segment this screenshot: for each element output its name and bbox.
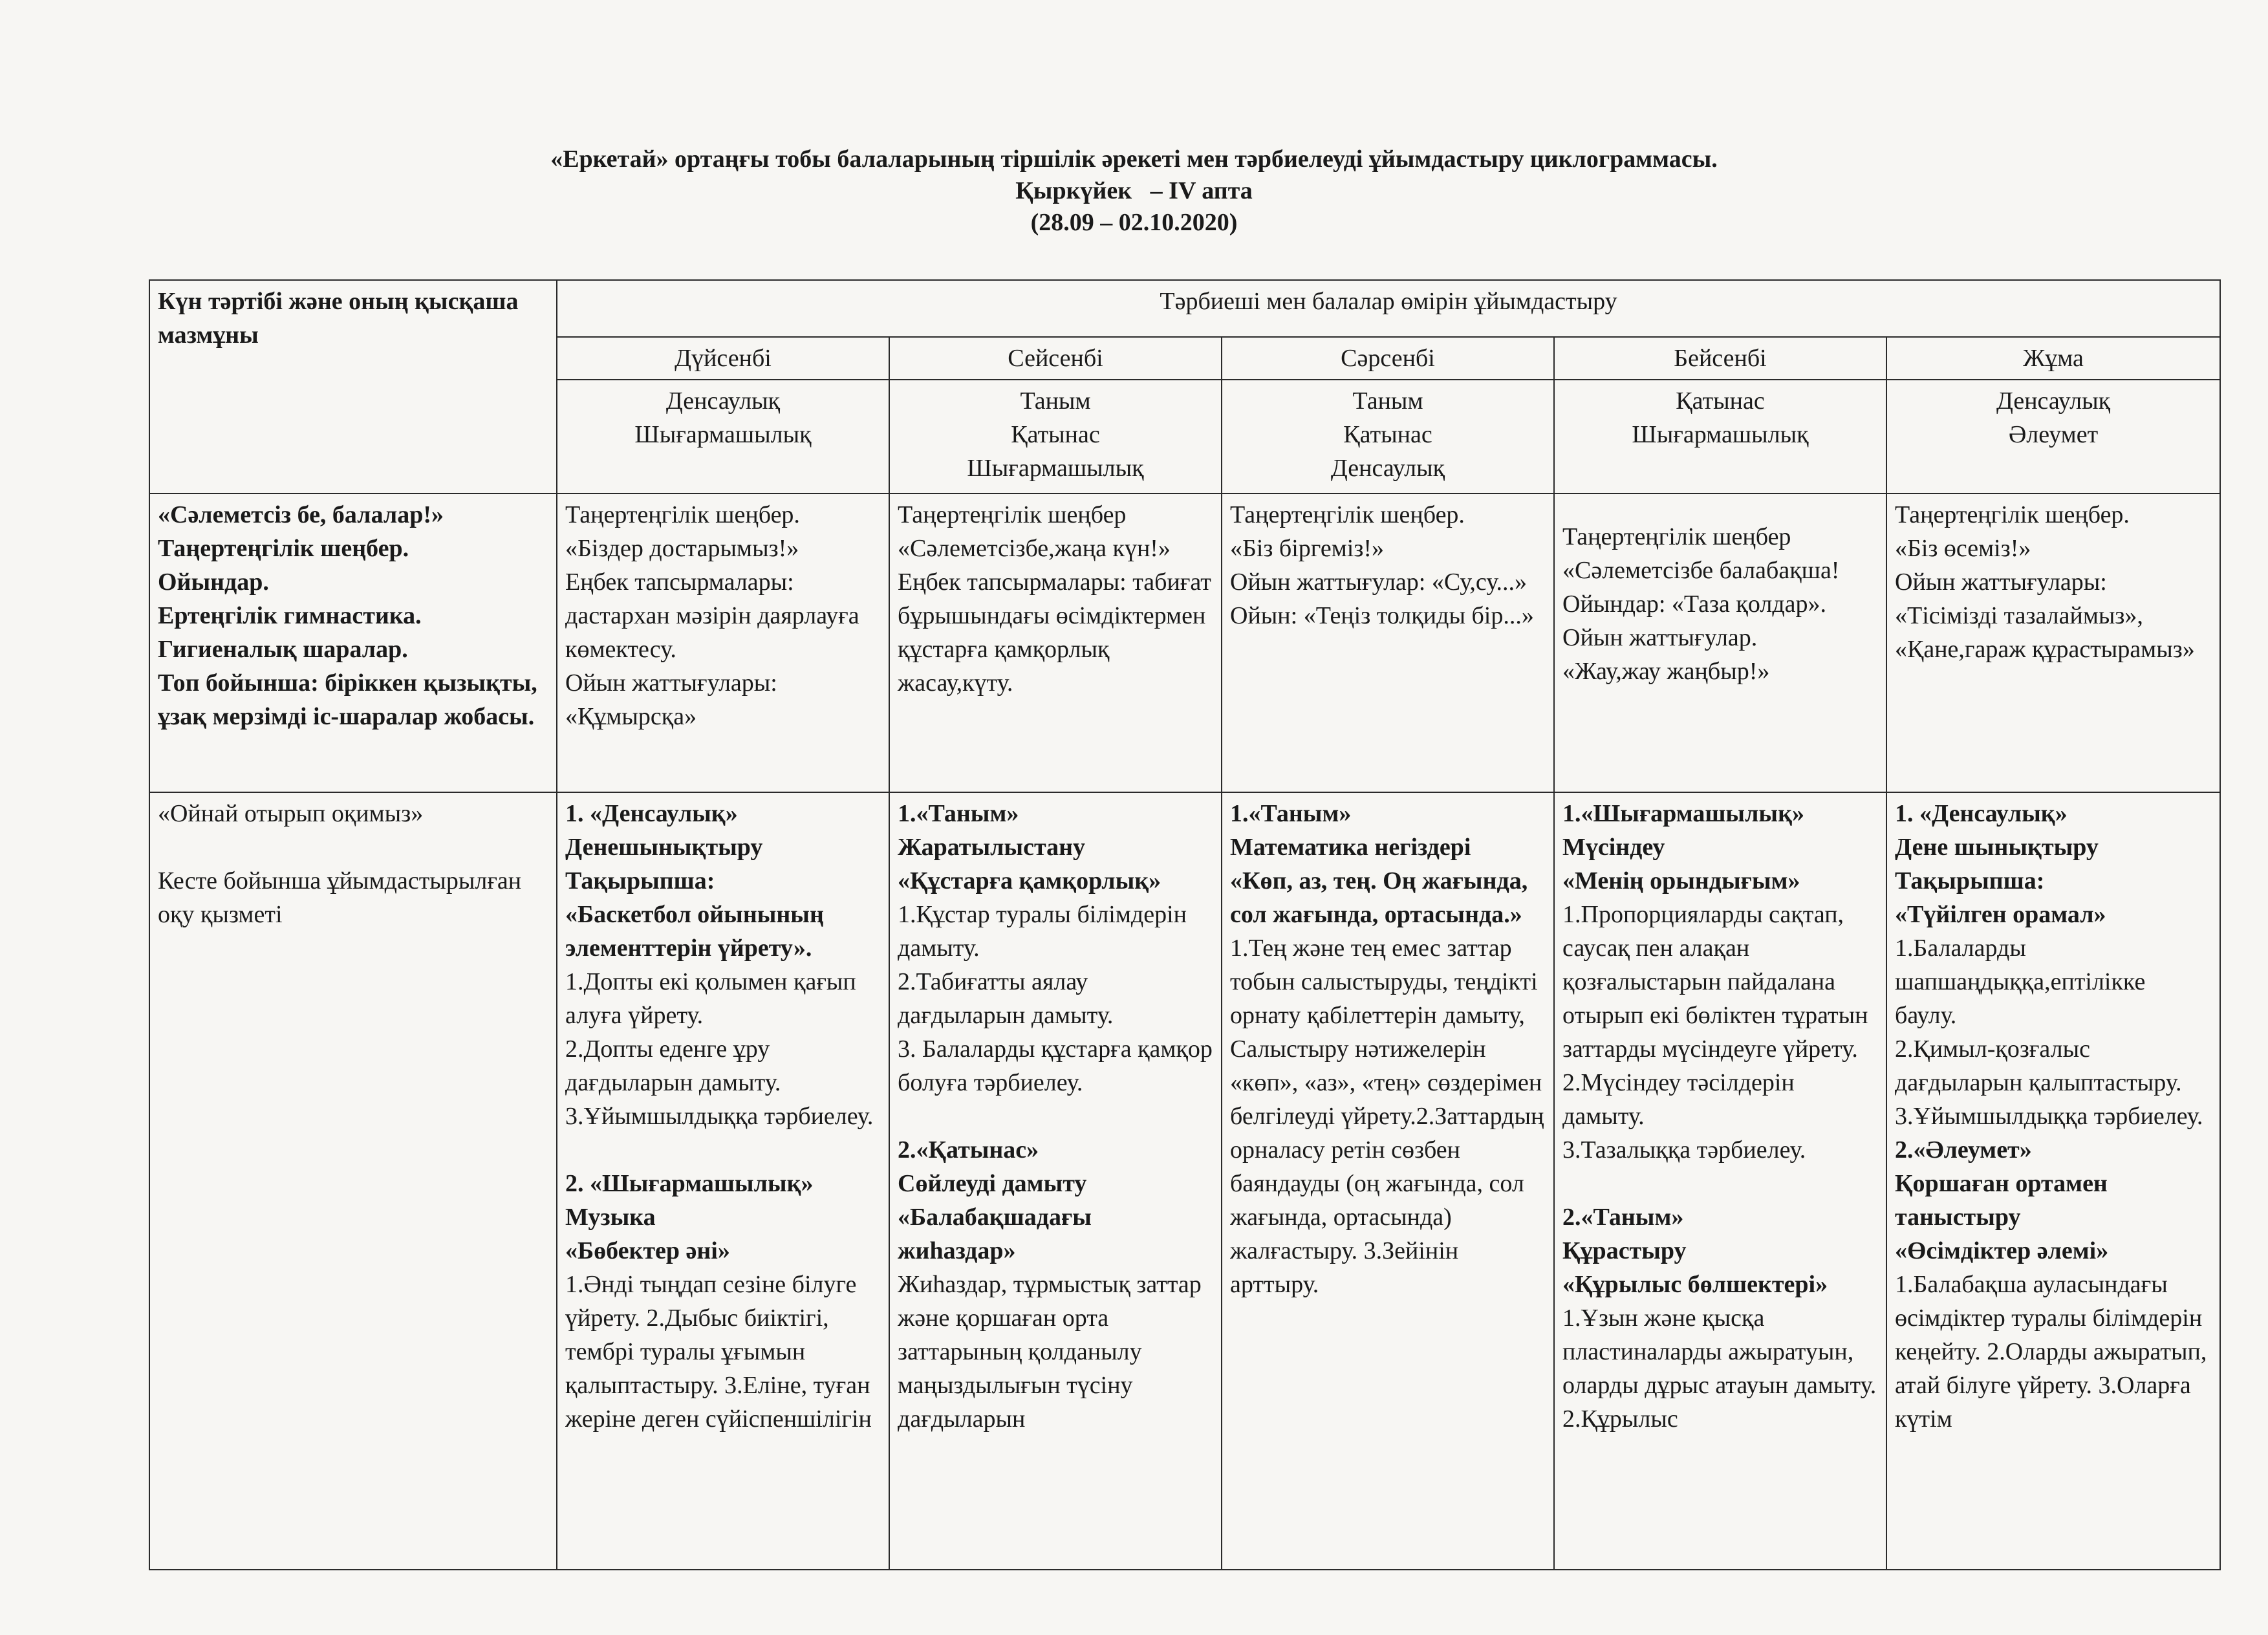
document-title: «Еркетай» ортаңғы тобы балаларының тіршілік әрекеті мен тәрбиелеуді ұйымдастыру циклограммасы. bbox=[550, 146, 1718, 173]
study-cell-content bbox=[898, 797, 1213, 1565]
subject-heading: Қоршаған ортамен таныстыру bbox=[1895, 1170, 2108, 1231]
areas-cell bbox=[1554, 380, 1886, 493]
objective-text: 2.Қимыл-қозғалыс дағдыларын қалыптастыру. bbox=[1895, 1035, 2182, 1096]
study-cell bbox=[889, 792, 1222, 1570]
cell-line: «Біздер достарымыз!» bbox=[565, 535, 799, 562]
study-row bbox=[149, 792, 2220, 1570]
areas-cell bbox=[1222, 380, 1554, 493]
subject-heading: 2.«Таным» bbox=[1562, 1204, 1684, 1231]
objective-text bbox=[1562, 1167, 1878, 1200]
cell-line: Таңертеңгілік шеңбер «Сәлеметсізбе балабақша! bbox=[1562, 523, 1840, 584]
cell-line: Еңбек тапсырмалары: табиғат бұрышындағы өсімдіктермен құстарға қамқорлық жасау,күту. bbox=[898, 568, 1211, 697]
label-title: «Ойнай отырып оқимыз» bbox=[158, 800, 424, 827]
subject-heading: 1. «Денсаулық» bbox=[1895, 800, 2068, 827]
subject-heading: 1.«Таным» bbox=[898, 800, 1019, 827]
label-line: Ертеңгілік гимнастика. bbox=[158, 602, 422, 629]
subject-heading: Тақырыпша: bbox=[1895, 867, 2045, 894]
document-header bbox=[0, 144, 2268, 239]
subject-heading: 1.«Таным» bbox=[1230, 800, 1352, 827]
objective-text: 3.Тазалыққа тәрбиелеу. bbox=[1562, 1136, 1806, 1164]
area-label: Таным bbox=[1352, 387, 1423, 415]
subject-heading: Жаратылыстану bbox=[898, 834, 1085, 861]
objective-text: 2.Допты еденге ұру дағдыларын дамыту. bbox=[565, 1035, 781, 1096]
study-cell-content bbox=[565, 797, 881, 1565]
subject-heading: «Баскетбол ойынының элементтерін үйрету». bbox=[565, 901, 824, 962]
cell-line: Ойын жаттығулары: «Тісімізді тазалаймыз», «Қане,гараж құрастырамыз» bbox=[1895, 568, 2195, 663]
day-header: Бейсенбі bbox=[1554, 337, 1886, 380]
label-line: Топ бойынша: біріккен қызықты, ұзақ мерзімді іс-шаралар жобасы. bbox=[158, 669, 537, 730]
area-label: Шығармашылық bbox=[967, 455, 1144, 482]
subject-heading: Тақырыпша: bbox=[565, 867, 715, 894]
date-range: (28.09 – 02.10.2020) bbox=[1030, 209, 1238, 236]
morning-cell bbox=[1886, 493, 2220, 792]
cell-line: «Біз біргеміз!» bbox=[1230, 535, 1385, 562]
subject-heading: «Құрылыс бөлшектері» bbox=[1562, 1271, 1828, 1298]
subject-heading: Музыка bbox=[565, 1204, 656, 1231]
study-cell bbox=[1222, 792, 1554, 1570]
subject-heading: «Өсімдіктер әлемі» bbox=[1895, 1237, 2109, 1264]
subject-heading: Мүсіндеу bbox=[1562, 834, 1665, 861]
area-label: Қатынас bbox=[1676, 387, 1765, 415]
objective-text bbox=[565, 1133, 881, 1167]
cell-line: Еңбек тапсырмалары: дастархан мәзірін даярлауға көмектесу. bbox=[565, 568, 859, 663]
subject-heading: Денешынықтыру bbox=[565, 834, 763, 861]
label-subtitle: Кесте бойынша ұйымдастырылған оқу қызметі bbox=[158, 867, 522, 928]
subject-heading: Математика негіздері bbox=[1230, 834, 1471, 861]
cell-line: Таңертеңгілік шеңбер «Сәлеметсізбе,жаңа күн!» bbox=[898, 501, 1171, 562]
day-header: Дүйсенбі bbox=[557, 337, 889, 380]
study-cell bbox=[1886, 792, 2220, 1570]
study-cell-content bbox=[1562, 797, 1878, 1565]
cell-line: «Біз өсеміз!» bbox=[1895, 535, 2031, 562]
corner-label: Күн тәртібі және оның қысқаша мазмұны bbox=[149, 280, 557, 493]
study-cell-content bbox=[1230, 797, 1546, 1565]
area-label: Шығармашылық bbox=[634, 421, 812, 448]
subject-heading: Сөйлеуді дамыту bbox=[898, 1170, 1087, 1197]
morning-cell bbox=[1222, 493, 1554, 792]
area-label: Қатынас bbox=[1011, 421, 1100, 448]
objective-text bbox=[898, 1099, 1213, 1133]
objective-text: 3. Балаларды құстарға қамқор болуға тәрбиелеу. bbox=[898, 1035, 1213, 1096]
objective-text: 1.Ұзын және қысқа пластиналарды ажыратуын, оларды дұрыс атауын дамыту. 2.Құрылыс bbox=[1562, 1305, 1877, 1433]
subject-heading: 1. «Денсаулық» bbox=[565, 800, 738, 827]
cell-line: Ойындар: «Таза қолдар». Ойын жаттығулар. bbox=[1562, 590, 1827, 651]
day-header: Сәрсенбі bbox=[1222, 337, 1554, 380]
subject-heading: Дене шынықтыру bbox=[1895, 834, 2099, 861]
cell-line: Таңертеңгілік шеңбер. bbox=[1895, 501, 2130, 528]
cell-line: Таңертеңгілік шеңбер. bbox=[1230, 501, 1465, 528]
subject-heading: «Бөбектер әні» bbox=[565, 1237, 730, 1264]
area-label: Таным bbox=[1020, 387, 1091, 415]
spacer bbox=[158, 830, 548, 864]
study-cell bbox=[1554, 792, 1886, 1570]
cell-line: «Жау,жау жаңбыр!» bbox=[1562, 658, 1770, 685]
subject-heading: Құрастыру bbox=[1562, 1237, 1687, 1264]
group-header: Тәрбиеші мен балалар өмірін ұйымдастыру bbox=[557, 280, 2220, 337]
morning-cell bbox=[557, 493, 889, 792]
subject-heading: 1.«Шығармашылық» bbox=[1562, 800, 1804, 827]
objective-text: 1.Тең және тең емес заттар тобын салыстыруды, теңдікті орнату қабілеттерін дамыту, Салыстыру нәтижелерін «көп», «аз», «тең» сөздерімен белгілеуді үйрету.2.Заттардың орналасу ретін сөзбен баяндауды (оң жағында, сол жағында, ортасында) жалғастыру. 3.Зейінін арттыру. bbox=[1230, 935, 1544, 1298]
area-label: Денсаулық bbox=[665, 387, 781, 415]
objective-text: 1.Әнді тыңдап сезіне білуге үйрету. 2.Дыбыс биіктігі, тембрі туралы ұғымын қалыптастыру. 3.Еліне, туған жеріне деген сүйіспеншілігін bbox=[565, 1271, 872, 1433]
subject-heading: «Менің орындығым» bbox=[1562, 867, 1800, 894]
objective-text: 3.Ұйымшылдыққа тәрбиелеу. bbox=[1895, 1103, 2203, 1130]
objective-text: 1.Құстар туралы білімдерін дамыту. bbox=[898, 901, 1187, 962]
area-label: Денсаулық bbox=[1330, 455, 1445, 482]
subject-heading: «Көп, аз, тең. Оң жағында, сол жағында, ортасында.» bbox=[1230, 867, 1528, 928]
objective-text: 1.Балабақша ауласындағы өсімдіктер туралы білімдерін кеңейту. 2.Оларды ажыратып, атай білуге үйрету. 3.Оларға күтім bbox=[1895, 1271, 2207, 1433]
objective-text: 1.Балаларды шапшаңдыққа,ептілікке баулу. bbox=[1895, 935, 2146, 1029]
subject-heading: «Түйілген орамал» bbox=[1895, 901, 2106, 928]
study-row-label bbox=[149, 792, 557, 1570]
cell-line: Ойын жаттығулары: «Құмырсқа» bbox=[565, 669, 777, 730]
area-label: Қатынас bbox=[1343, 421, 1432, 448]
subject-heading: 2.«Қатынас» bbox=[898, 1136, 1039, 1164]
area-label: Денсаулық bbox=[1996, 387, 2111, 415]
day-header: Сейсенбі bbox=[889, 337, 1222, 380]
morning-cell bbox=[889, 493, 1222, 792]
study-cell-content bbox=[1895, 797, 2212, 1565]
day-header: Жұма bbox=[1886, 337, 2220, 380]
study-cell bbox=[557, 792, 889, 1570]
month-week: Қыркүйек – IV апта bbox=[1015, 177, 1253, 204]
cell-line: Таңертеңгілік шеңбер. bbox=[565, 501, 800, 528]
areas-cell bbox=[1886, 380, 2220, 493]
objective-text: 2.Табиғатты аялау дағдыларын дамыту. bbox=[898, 968, 1114, 1029]
subject-heading: «Құстарға қамқорлық» bbox=[898, 867, 1161, 894]
objective-text: 3.Ұйымшылдыққа тәрбиелеу. bbox=[565, 1103, 874, 1130]
label-line: Ойындар. bbox=[158, 568, 269, 596]
subject-heading: 2.«Әлеумет» bbox=[1895, 1136, 2032, 1164]
area-label: Әлеумет bbox=[2008, 421, 2099, 448]
objective-text: Жиһаздар, тұрмыстық заттар және қоршаған орта заттарының қолданылу маңыздылығын түсіну дағдыларын bbox=[898, 1271, 1202, 1433]
cell-line: Ойын жаттығулар: «Су,су...» bbox=[1230, 568, 1527, 596]
cell-line: Ойын: «Теңіз толқиды бір...» bbox=[1230, 602, 1534, 629]
subject-heading: 2. «Шығармашылық» bbox=[565, 1170, 814, 1197]
label-line: Таңертеңгілік шеңбер. bbox=[158, 535, 409, 562]
label-line: Гигиеналық шаралар. bbox=[158, 636, 408, 663]
areas-cell bbox=[889, 380, 1222, 493]
label-line: «Сәлеметсіз бе, балалар!» bbox=[158, 501, 444, 528]
areas-cell bbox=[557, 380, 889, 493]
subject-heading: «Балабақшадағы жиһаздар» bbox=[898, 1204, 1092, 1264]
cyclogram-table bbox=[149, 279, 2221, 1570]
objective-text: 1.Пропорцияларды сақтап, саусақ пен алақан қозғалыстарын пайдалана отырып екі бөліктен тұратын заттарды мүсіндеуге үйрету. 2.Мүсіндеу тәсілдерін дамыту. bbox=[1562, 901, 1868, 1130]
morning-cell bbox=[1554, 493, 1886, 792]
morning-row-label bbox=[149, 493, 557, 792]
morning-row bbox=[149, 493, 2220, 792]
objective-text: 1.Допты екі қолымен қағып алуға үйрету. bbox=[565, 968, 856, 1029]
area-label: Шығармашылық bbox=[1632, 421, 1809, 448]
